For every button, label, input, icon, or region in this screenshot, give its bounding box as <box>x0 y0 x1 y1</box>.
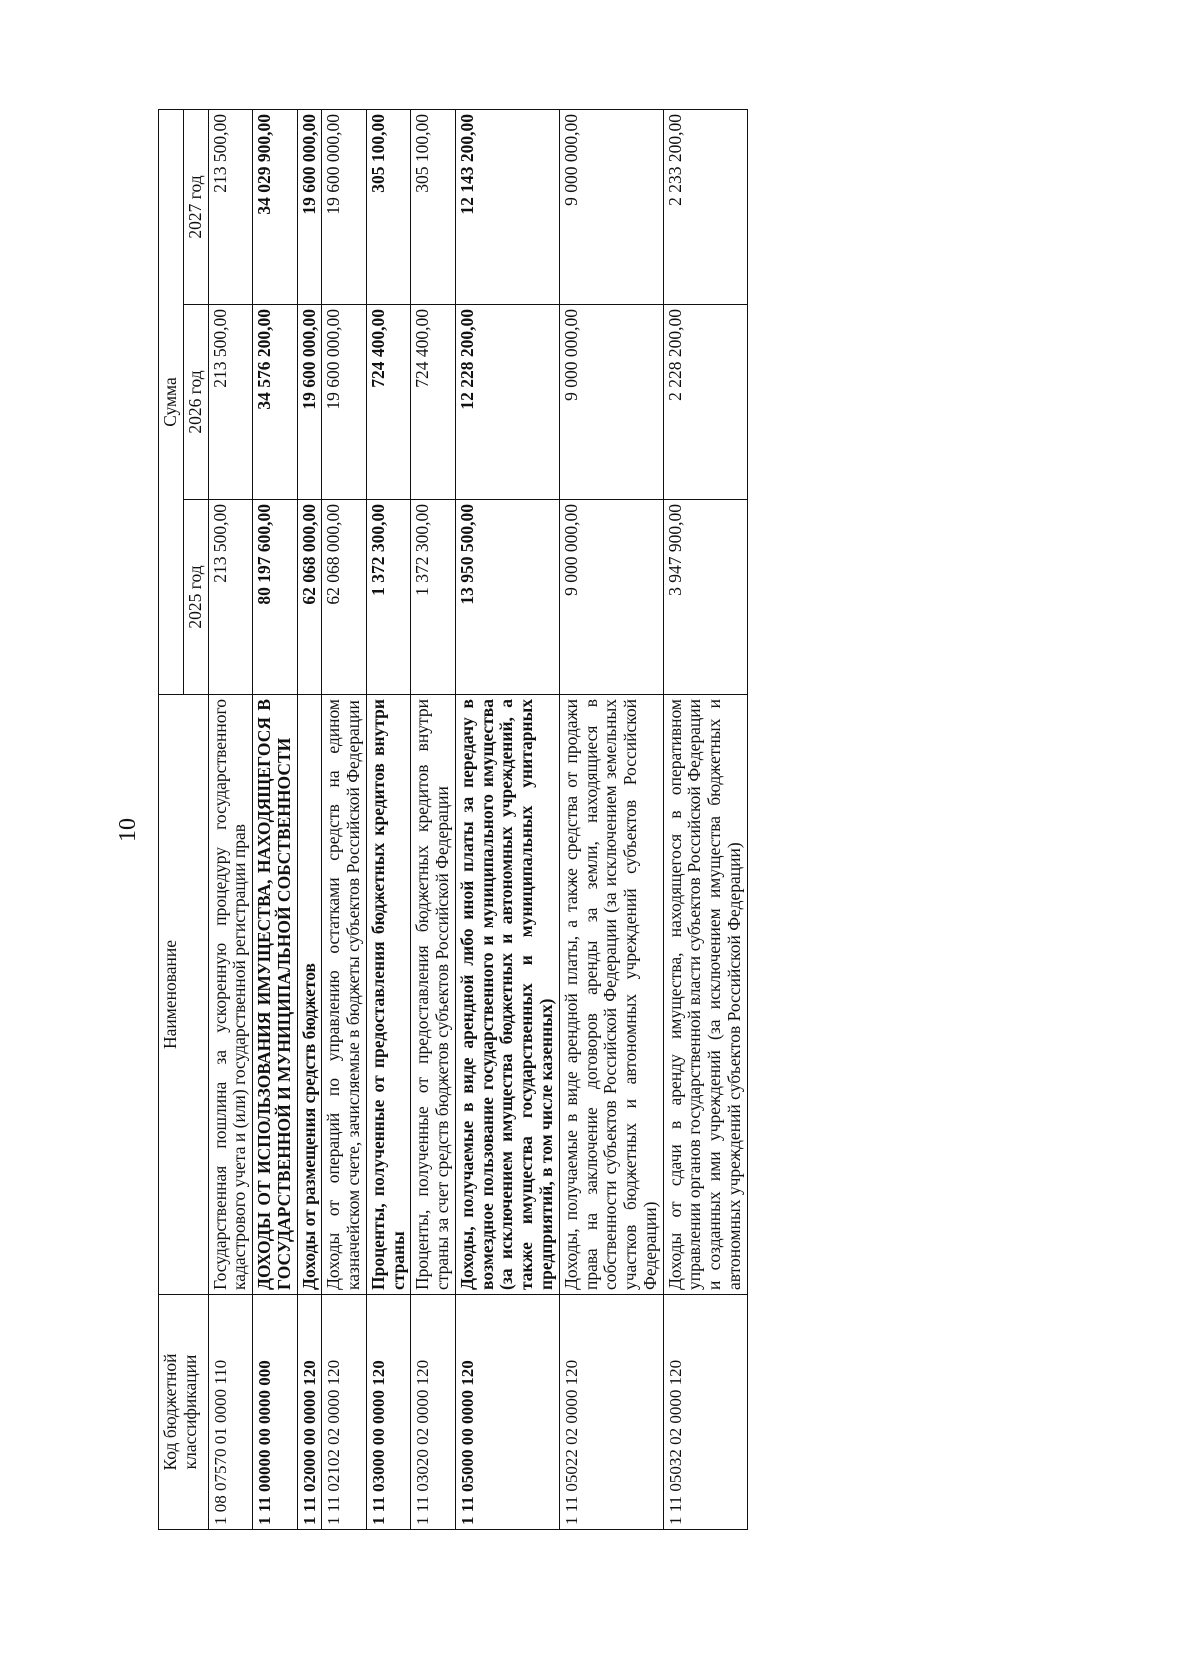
table-row <box>208 109 253 1529</box>
row-value-2025: 9 000 000,00 <box>559 500 663 695</box>
row-value-2026: 9 000 000,00 <box>559 305 663 500</box>
row-value-2026: 19 600 000,00 <box>297 305 322 500</box>
row-code: 1 11 05022 02 0000 120 <box>559 1295 663 1530</box>
row-code: 1 11 03020 02 0000 120 <box>411 1295 456 1530</box>
row-name: Доходы от размещения средств бюджетов <box>297 695 322 1295</box>
table-row <box>455 109 559 1529</box>
row-value-2026: 724 400,00 <box>366 305 411 500</box>
row-value-2027: 19 600 000,00 <box>322 109 367 304</box>
row-value-2026: 34 576 200,00 <box>253 305 298 500</box>
row-value-2027: 2 233 200,00 <box>663 109 747 304</box>
row-name: Проценты, полученные от предоставления бюджетных кредитов внутри страны за счет средств бюджетов субъектов Российской Федерации <box>411 695 456 1295</box>
header-name: Наименование <box>159 695 209 1295</box>
row-value-2026: 213 500,00 <box>208 305 253 500</box>
row-value-2025: 62 068 000,00 <box>322 500 367 695</box>
row-value-2025: 80 197 600,00 <box>253 500 298 695</box>
page-number: 10 <box>115 818 141 842</box>
row-code: 1 11 02000 00 0000 120 <box>297 1295 322 1530</box>
header-code: Код бюджетной классификации <box>159 1295 209 1530</box>
row-value-2027: 9 000 000,00 <box>559 109 663 304</box>
row-value-2025: 1 372 300,00 <box>366 500 411 695</box>
row-value-2025: 13 950 500,00 <box>455 500 559 695</box>
row-value-2026: 724 400,00 <box>411 305 456 500</box>
table-row <box>366 109 411 1529</box>
row-value-2027: 305 100,00 <box>411 109 456 304</box>
table-row <box>559 109 663 1529</box>
row-code: 1 11 05032 02 0000 120 <box>663 1295 747 1530</box>
table-row <box>297 109 322 1529</box>
row-value-2025: 3 947 900,00 <box>663 500 747 695</box>
row-name: Государственная пошлина за ускоренную процедуру государственного кадастрового учета и (или) государственной регистрации прав <box>208 695 253 1295</box>
header-year-2027: 2027 год <box>183 109 208 304</box>
table-row <box>253 109 298 1529</box>
row-code: 1 11 02102 02 0000 120 <box>322 1295 367 1530</box>
table-row <box>663 109 747 1529</box>
row-code: 1 11 05000 00 0000 120 <box>455 1295 559 1530</box>
row-value-2025: 62 068 000,00 <box>297 500 322 695</box>
header-year-2025: 2025 год <box>183 500 208 695</box>
row-name: ДОХОДЫ ОТ ИСПОЛЬЗОВАНИЯ ИМУЩЕСТВА, НАХОДЯЩЕГОСЯ В ГОСУДАРСТВЕННОЙ И МУНИЦИПАЛЬНОЙ СОБСТВЕННОСТИ <box>253 695 298 1295</box>
row-value-2026: 19 600 000,00 <box>322 305 367 500</box>
row-value-2025: 213 500,00 <box>208 500 253 695</box>
row-value-2027: 213 500,00 <box>208 109 253 304</box>
row-code: 1 11 03000 00 0000 120 <box>366 1295 411 1530</box>
row-name: Доходы от операций по управлению остатками средств на едином казначейском счете, зачисляемые в бюджеты субъектов Российской Федерации <box>322 695 367 1295</box>
header-year-2026: 2026 год <box>183 305 208 500</box>
rotated-table-container <box>158 110 748 1530</box>
row-value-2027: 12 143 200,00 <box>455 109 559 304</box>
row-value-2026: 2 228 200,00 <box>663 305 747 500</box>
budget-income-table <box>158 109 748 1530</box>
row-value-2025: 1 372 300,00 <box>411 500 456 695</box>
table-row <box>322 109 367 1529</box>
row-value-2027: 34 029 900,00 <box>253 109 298 304</box>
row-name: Доходы от сдачи в аренду имущества, находящегося в оперативном управлении органов государственной власти субъектов Российской Федерации и созданных ими учреждений (за исключением имущества бюджетных и автономных учреждений субъектов Российской Федерации) <box>663 695 747 1295</box>
row-name: Доходы, получаемые в виде арендной либо иной платы за передачу в возмездное пользование государственного и муниципального имущества (за исключением имущества бюджетных и автономных учреждений, а также имущества государственных и муниципальных унитарных предприятий, в том числе казенных) <box>455 695 559 1295</box>
row-code: 1 11 00000 00 0000 000 <box>253 1295 298 1530</box>
header-sum: Сумма <box>159 109 184 694</box>
row-code: 1 08 07570 01 0000 110 <box>208 1295 253 1530</box>
row-name: Доходы, получаемые в виде арендной платы, а также средства от продажи права на заключение договоров аренды за земли, находящиеся в собственности субъектов Российской Федерации (за исключением земельных участков бюджетных и автономных учреждений субъектов Российской Федерации) <box>559 695 663 1295</box>
row-value-2027: 305 100,00 <box>366 109 411 304</box>
table-row <box>411 109 456 1529</box>
row-value-2027: 19 600 000,00 <box>297 109 322 304</box>
row-name: Проценты, полученные от предоставления бюджетных кредитов внутри страны <box>366 695 411 1295</box>
row-value-2026: 12 228 200,00 <box>455 305 559 500</box>
